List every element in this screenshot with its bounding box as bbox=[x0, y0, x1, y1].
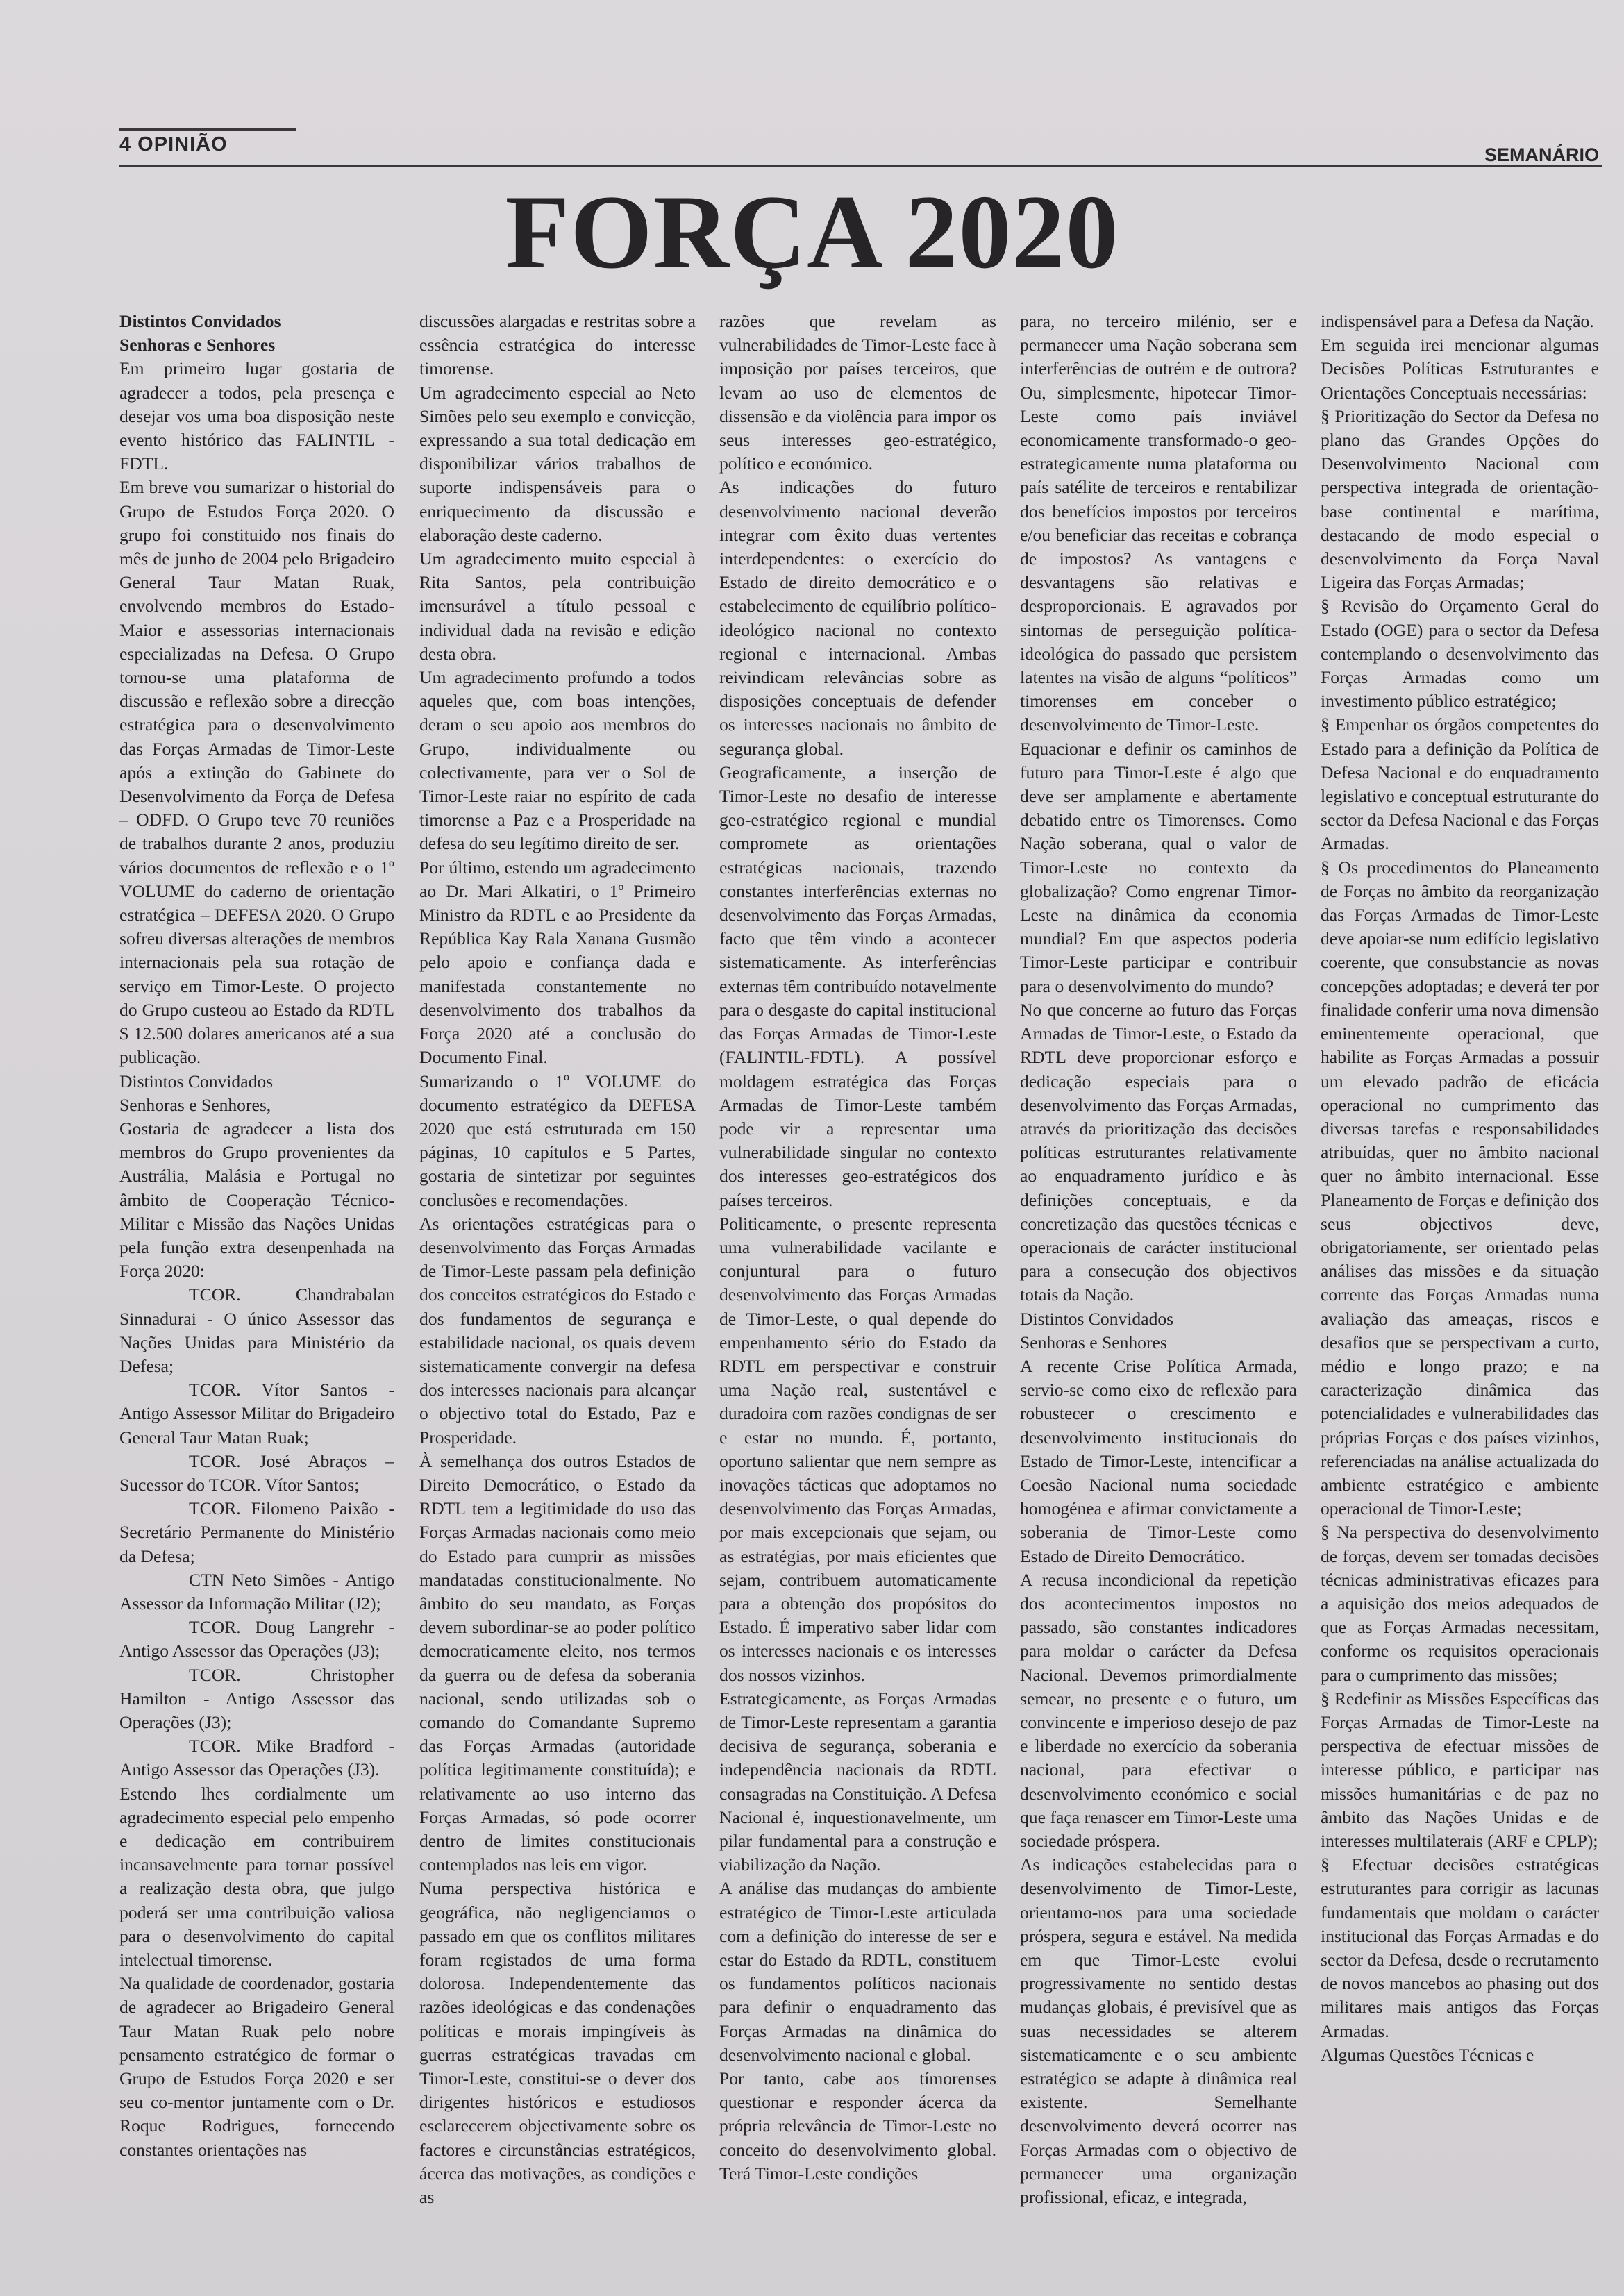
article-paragraph: Estendo lhes cordialmente um agradecimento especial pelo empenho e dedicação em contribuirem incansavelmente para tornar possível a realização desta obra, que julgo poderá ser uma contribuição valiosa para o desenvolvimento do capital intelectual timorense. bbox=[119, 1783, 394, 1970]
article-paragraph: § Os procedimentos do Planeamento de Forças no âmbito da reorganização das Forças Armadas de Timor-Leste deve apoiar-se num edifício legislativo coerente, que consubstancie as novas concepções adoptadas; e deverá ter por finalidade conferir uma nova dimensão eminentemente operacional, que habilite as Forças Armadas a possuir um elevado padrão de eficácia operacional no cumprimento das diversas tarefas e responsabilidades atribuídas, quer no âmbito nacional quer no âmbito internacional. Esse Planeamento de Forças e definição dos seus objectivos deve, obrigatoriamente, ser orientado pelas análises das missões e da situação corrente das Forças Armadas numa avaliação das ameaças, riscos e desafios que se perspectivam a curto, médio e longo prazo; e na caracterização dinâmica das potencialidades e vulnerabilidades das próprias Forças e dos países vizinhos, referenciadas na análise actualizada do ambiente estratégico e ambiente operacional de Timor-Leste; bbox=[1321, 857, 1599, 1519]
article-paragraph: Numa perspectiva histórica e geográfica, não negligenciamos o passado em que os conflitos militares foram registados de uma forma dolorosa. Independentemente das razões ideológicas e das condenações políticas e morais impingíveis às guerras estratégicas travadas em Timor-Leste, constitui-se o dever dos dirigentes históricos e estudiosos esclarecerem objectivamente sobre os factores e circunstâncias estratégicos, ácerca das motivações, as condições e as bbox=[419, 1878, 696, 2208]
article-paragraph: A análise das mudanças do ambiente estratégico de Timor-Leste articulada com a definição do interesse de ser e estar do Estado da RDTL, constituem os fundamentos políticos nacionais para definir o enquadramento das Forças Armadas na dinâmica do desenvolvimento nacional e global. bbox=[719, 1878, 996, 2065]
article-paragraph: Um agradecimento muito especial à Rita Santos, pela contribuição imensurável a título pessoal e individual dada na revisão e edição desta obra. bbox=[419, 548, 696, 664]
article-paragraph: As indicações estabelecidas para o desenvolvimento de Timor-Leste, orientamo-nos para uma sociedade próspera, segura e estável. Na medida em que Timor-Leste evolui progressivamente no sentido destas mudanças globais, é previsível que as suas necessidades se alterem sistematicamente e o seu ambiente estratégico se adapte à dinâmica real existente. Semelhante desenvolvimento deverá ocorrer nas Forças Armadas com o objectivo de permanecer uma organização profissional, eficaz, e integrada, bbox=[1020, 1854, 1297, 2208]
article-paragraph: Senhoras e Senhores bbox=[119, 335, 276, 355]
article-headline: FORÇA 2020 bbox=[505, 174, 1119, 290]
article-paragraph: § Na perspectiva do desenvolvimento de forças, devem ser tomadas decisões técnicas administrativas eficazes para a aquisição dos meios adequados de que as Forças Armadas necessitam, conforme os requisitos operacionais para o cumprimento das missões; bbox=[1321, 1522, 1599, 1685]
article-column-5 bbox=[1321, 310, 1599, 2288]
article-paragraph: As orientações estratégicas para o desenvolvimento das Forças Armadas de Timor-Leste passam pela definição dos conceitos estratégicos do Estado e dos fundamentos de segurança e estabilidade nacional, os quais devem sistematicamente convergir na defesa dos interesses nacionais para alcançar o objectivo total do Estado, Paz e Prosperidade. bbox=[419, 1213, 696, 1448]
article-paragraph: Politicamente, o presente representa uma vulnerabilidade vacilante e conjuntural para o futuro desenvolvimento das Forças Armadas de Timor-Leste, o qual depende do empenhamento sério do Estado da RDTL em perspectivar e construir uma Nação real, sustentável e duradoira com razões condignas de ser e estar no mundo. É, portanto, oportuno salientar que nem sempre as inovações tácticas que adoptamos no desenvolvimento das Forças Armadas, por mais excepcionais que sejam, ou as estratégias, por mais eficientes que sejam, contribuem automaticamente para a obtenção dos propósitos do Estado. É imperativo saber lidar com os interesses nacionais e os interesses dos nossos vizinhos. bbox=[719, 1213, 996, 1685]
section-label: 4 OPINIÃO bbox=[119, 133, 228, 156]
article-paragraph: § Revisão do Orçamento Geral do Estado (OGE) para o sector da Defesa contemplando o desenvolvimento das Forças Armadas como um investimento público estratégico; bbox=[1321, 596, 1599, 712]
header-rule bbox=[119, 165, 1602, 167]
article-paragraph: As indicações do futuro desenvolvimento nacional deverão integrar com êxito duas vertentes interdependentes: o exercício do Estado de direito democrático e o estabelecimento de equilíbrio político-ideológico nacional no contexto regional e internacional. Ambas reivindicam relevâncias sobre as disposições conceptuais de defender os interesses nacionais no âmbito de segurança global. bbox=[719, 477, 996, 759]
article-paragraph: TCOR. Doug Langrehr - Antigo Assessor das Operações (J3); bbox=[119, 1617, 394, 1661]
article-paragraph: TCOR. Mike Bradford - Antigo Assessor das Operações (J3). bbox=[119, 1736, 394, 1780]
article-paragraph: § Empenhar os órgãos competentes do Estado para a definição da Política de Defesa Nacional e do enquadramento legislativo e conceptual estruturante do sector da Defesa Nacional e das Forças Armadas. bbox=[1321, 714, 1599, 854]
article-paragraph: Senhoras e Senhores, bbox=[119, 1094, 271, 1115]
article-paragraph: Um agradecimento profundo a todos aqueles que, com boas intenções, deram o seu apoio aos membros do Grupo, individualmente ou colectivamente, para ver o Sol de Timor-Leste raiar no espírito de cada timorense a Paz e a Prosperidade na defesa do seu legítimo direito de ser. bbox=[419, 667, 696, 854]
article-paragraph: A recente Crise Política Armada, servio-se como eixo de reflexão para robustecer o crescimento e desenvolvimento institucionais do Estado de Timor-Leste, intencificar a Coesão Nacional numa sociedade homogénea e afirmar convictamente a soberania de Timor-Leste como Estado de Direito Democrático. bbox=[1020, 1355, 1297, 1566]
article-paragraph: Equacionar e definir os caminhos de futuro para Timor-Leste é algo que deve ser amplamente e abertamente debatido entre os Timorenses. Como Nação soberana, qual o valor de Timor-Leste no contexto da globalização? Como engrenar Timor-Leste na dinâmica da economia mundial? Em que aspectos poderia Timor-Leste participar e contribuir para o desenvolvimento do mundo? bbox=[1020, 738, 1297, 996]
article-paragraph: § Efectuar decisões estratégicas estruturantes para corrigir as lacunas fundamentais que moldam o carácter institucional das Forças Armadas e do sector da Defesa, desde o recrutamento de novos mancebos ao phasing out dos militares mais antigos das Forças Armadas. bbox=[1321, 1854, 1599, 2041]
article-paragraph: Por tanto, cabe aos tímorenses questionar e responder ácerca da própria relevância de Timor-Leste no conceito do desenvolvimento global. Terá Timor-Leste condições bbox=[719, 2068, 996, 2184]
article-paragraph: Estrategicamente, as Forças Armadas de Timor-Leste representam a garantia decisiva de segurança, soberania e independência nacionais da RDTL consagradas na Constituição. A Defesa Nacional é, inquestionavelmente, um pilar fundamental para a construção e viabilização da Nação. bbox=[719, 1688, 996, 1875]
article-paragraph: Algumas Questões Técnicas e bbox=[1321, 2044, 1534, 2065]
article-paragraph: Sumarizando o 1º VOLUME do documento estratégico da DEFESA 2020 que está estruturada em 150 páginas, 10 capítulos e 5 Partes, gostaria de sintetizar por seguintes conclusões e recomendações. bbox=[419, 1071, 696, 1210]
article-paragraph: Em primeiro lugar gostaria de agradecer a todos, pela presença e desejar vos uma boa disposição neste evento histórico das FALINTIL - FDTL. bbox=[119, 358, 394, 474]
article-paragraph: À semelhança dos outros Estados de Direito Democrático, o Estado da RDTL tem a legitimidade do uso das Forças Armadas nacionais como meio do Estado para cumprir as missões mandatadas constitucionalmente. No âmbito do seu mandato, as Forças devem subordinar-se ao poder político democraticamente eleito, nos termos da guerra ou de defesa da soberania nacional, sendo utilizadas sob o comando do Comandante Supremo das Forças Armadas (autoridade política legitimamente constituída); e relativamente ao uso interno das Forças Armadas, só pode ocorrer dentro de limites constitucionais contemplados nas leis em vigor. bbox=[419, 1450, 696, 1875]
article-paragraph: discussões alargadas e restritas sobre a essência estratégica do interesse timorense. bbox=[419, 311, 696, 379]
article-paragraph: No que concerne ao futuro das Forças Armadas de Timor-Leste, o Estado da RDTL deve proporcionar esforço e dedicação especiais para o desenvolvimento das Forças Armadas, através da prioritização das decisões políticas estruturantes relativamente ao enquadramento jurídico e às definições conceptuais, e da concretização das questões técnicas e operacionais de carácter institucional para a consecução dos objectivos totais da Nação. bbox=[1020, 999, 1297, 1305]
article-paragraph: para, no terceiro milénio, ser e permanecer uma Nação soberana sem interferências de outrém e de outrora? Ou, simplesmente, hipotecar Timor-Leste como país inviável economicamente transformado-o geo-estrategicamente numa plataforma ou país satélite de terceiros e rentabilizar dos benefícios impostos por terceiros e/ou beneficiar das receitas e cobrança de impostos? As vantagens e desvantagens são relativas e desproporcionais. E agravados por sintomas de perseguição política-ideológica do passado que persistem latentes na visão de alguns “políticos” timorenses em conceber o desenvolvimento de Timor-Leste. bbox=[1020, 311, 1297, 735]
article-paragraph: Distintos Convidados bbox=[119, 1071, 274, 1091]
article-paragraph: TCOR. Christopher Hamilton - Antigo Assessor das Operações (J3); bbox=[119, 1664, 394, 1732]
article-paragraph: TCOR. Chandrabalan Sinnadurai - O único Assessor das Nações Unidas para Ministério da Defesa; bbox=[119, 1284, 394, 1376]
article-paragraph: Senhoras e Senhores bbox=[1020, 1332, 1167, 1352]
article-column-3 bbox=[719, 310, 996, 2288]
article-paragraph: Geograficamente, a inserção de Timor-Leste no desafio de interesse geo-estratégico regional e mundial compromete as orientações estratégicas nacionais, trazendo constantes interferências externas no desenvolvimento das Forças Armadas, facto que têm vindo a acontecer sistematicamente. As interferências externas têm contribuído notavelmente para o desgaste do capital institucional das Forças Armadas de Timor-Leste (FALINTIL-FDTL). A possível moldagem estratégica das Forças Armadas de Timor-Leste também pode vir a representar uma vulnerabilidade singular no contexto dos interesses geo-estratégicos dos países terceiros. bbox=[719, 762, 996, 1210]
article-paragraph: Na qualidade de coordenador, gostaria de agradecer ao Brigadeiro General Taur Matan Ruak pelo nobre pensamento estratégico de formar o Grupo de Estudos Força 2020 e ser seu co-mentor juntamente com o Dr. Roque Rodrigues, fornecendo constantes orientações nas bbox=[119, 1973, 394, 2160]
article-paragraph: TCOR. José Abraços – Sucessor do TCOR. Vítor Santos; bbox=[119, 1450, 394, 1495]
article-paragraph: Um agradecimento especial ao Neto Simões pelo seu exemplo e convicção, expressando a sua total dedicação em disponibilizar vários trabalhos de suporte indispensáveis para o enriquecimento da discussão e elaboração deste caderno. bbox=[419, 382, 696, 545]
article-paragraph: TCOR. Filomeno Paixão - Secretário Permanente do Ministério da Defesa; bbox=[119, 1498, 394, 1566]
article-paragraph: § Redefinir as Missões Específicas das Forças Armadas de Timor-Leste na perspectiva de efectuar missões de interesse público, e participar nas missões humanitárias e de paz no âmbito das Nações Unidas e de interesses multilaterais (ARF e CPLP); bbox=[1321, 1688, 1599, 1851]
article-paragraph: A recusa incondicional da repetição dos acontecimentos impostos no passado, são constantes indicadores para moldar o carácter da Defesa Nacional. Devemos primordialmente semear, no presente e o futuro, um convincente e imperioso desejo de paz e liberdade no exercício da soberania nacional, para efectivar o desenvolvimento económico e social que faça renascer em Timor-Leste uma sociedade próspera. bbox=[1020, 1569, 1297, 1851]
article-paragraph: Por último, estendo um agradecimento ao Dr. Mari Alkatiri, o 1º Primeiro Ministro da RDTL e ao Presidente da República Kay Rala Xanana Gusmão pelo apoio e confiança dada e manifestada constantemente no desenvolvimento dos trabalhos da Força 2020 até a conclusão do Documento Final. bbox=[419, 857, 696, 1068]
article-paragraph: razões que revelam as vulnerabilidades de Timor-Leste face à imposição por países terceiros, que levam ao uso de elementos de dissensão e da violência para impor os seus interesses geo-estratégico, político e económico. bbox=[719, 311, 996, 474]
article-paragraph: Distintos Convidados bbox=[119, 311, 281, 331]
article-column-4 bbox=[1020, 310, 1297, 2288]
article-column-2 bbox=[419, 310, 696, 2288]
article-column-1 bbox=[119, 310, 394, 2288]
article-paragraph: Distintos Convidados bbox=[1020, 1308, 1174, 1329]
article-paragraph: CTN Neto Simões - Antigo Assessor da Informação Militar (J2); bbox=[119, 1569, 394, 1614]
article-paragraph: Em breve vou sumarizar o historial do Grupo de Estudos Força 2020. O grupo foi constituido nos finais do mês de junho de 2004 pelo Brigadeiro General Taur Matan Ruak, envolvendo membros do Estado-Maior e assessorias internacionais especializadas na Defesa. O Grupo tornou-se uma plataforma de discussão e reflexão sobre a direcção estratégica para o desenvolvimento das Forças Armadas de Timor-Leste após a extinção do Gabinete do Desenvolvimento da Força de Defesa – ODFD. O Grupo teve 70 reuniões de trabalhos durante 2 anos, produziu vários documentos de reflexão e o 1º VOLUME do caderno de orientação estratégica – DEFESA 2020. O Grupo sofreu diversas alterações de membros internacionais pela sua rotação de serviço em Timor-Leste. O projecto do Grupo custeou ao Estado da RDTL $ 12.500 dolares americanos até a sua publicação. bbox=[119, 477, 394, 1068]
article-paragraph: Gostaria de agradecer a lista dos membros do Grupo provenientes da Austrália, Malásia e Portugal no âmbito de Cooperação Técnico-Militar e Missão das Nações Unidas pela função extra desenpenhada na Força 2020: bbox=[119, 1118, 394, 1282]
article-paragraph: TCOR. Vítor Santos - Antigo Assessor Militar do Brigadeiro General Taur Matan Ruak; bbox=[119, 1380, 394, 1448]
article-paragraph: Em seguida irei mencionar algumas Decisões Políticas Estruturantes e Orientações Conceptuais necessárias: bbox=[1321, 335, 1599, 403]
section-top-rule bbox=[119, 128, 296, 131]
article-paragraph: indispensável para a Defesa da Nação. bbox=[1321, 311, 1594, 331]
masthead: SEMANÁRIO bbox=[1484, 144, 1599, 165]
article-paragraph: § Prioritização do Sector da Defesa no plano das Grandes Opções do Desenvolvimento Nacional com perspectiva integrada de orientação-base continental e marítima, destacando de modo especial o desenvolvimento da Força Naval Ligeira das Forças Armadas; bbox=[1321, 405, 1599, 593]
